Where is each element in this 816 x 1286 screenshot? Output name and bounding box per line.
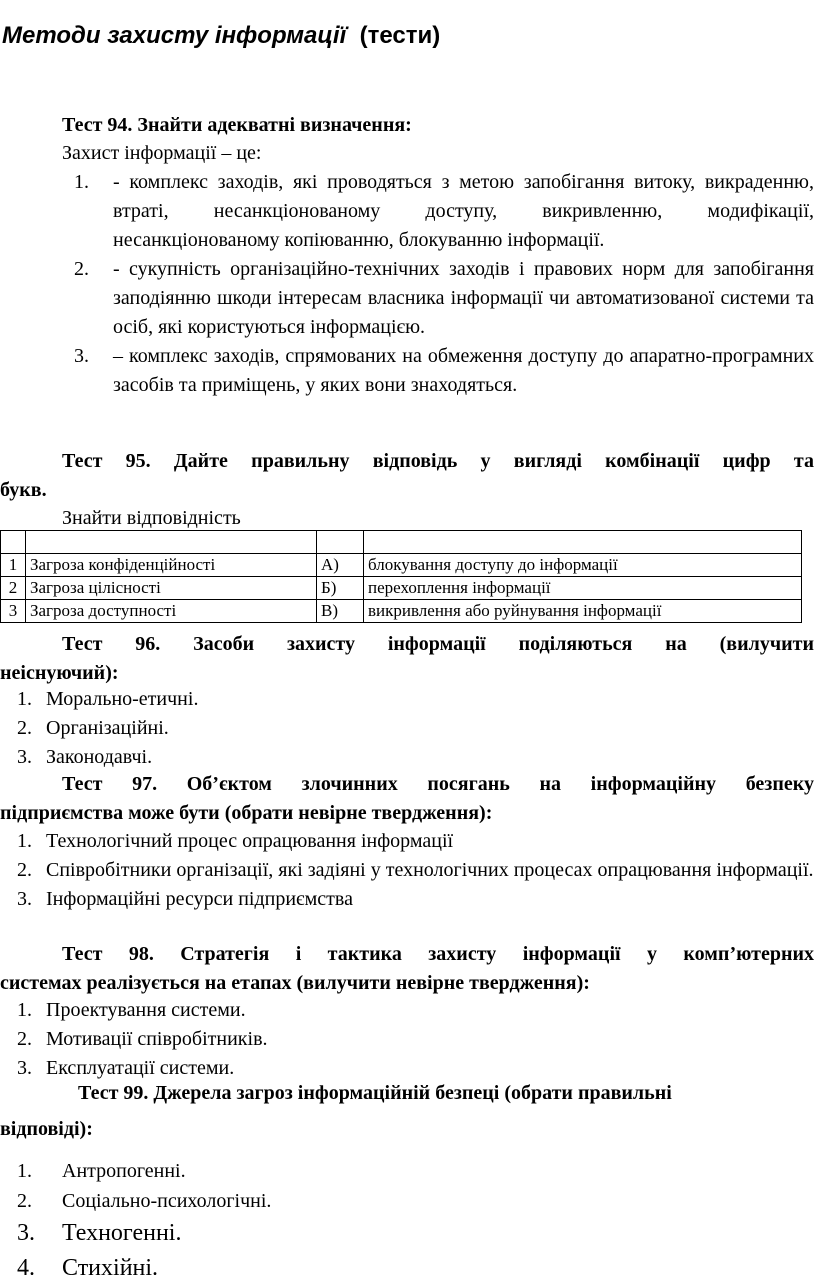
list-item: [0, 1156, 271, 1186]
item-number: 2.: [17, 1028, 32, 1050]
row-number: 3: [1, 600, 26, 623]
test94-heading: Тест 94. Знайти адекватні визначення:: [62, 114, 412, 136]
item-number: 1.: [17, 1160, 32, 1182]
item-number: 3.: [74, 345, 89, 367]
item-text: Техногенні.: [62, 1220, 182, 1246]
item-number: 1.: [74, 171, 89, 193]
effect-cell: викривлення або руйнування інформації: [364, 600, 802, 623]
item-number: 2.: [17, 1190, 32, 1212]
list-item: [0, 1251, 271, 1286]
letter-cell: А): [317, 554, 364, 577]
list-item: [0, 685, 816, 714]
heading-line: підприємства може бути (обрати невірне твердження):: [0, 802, 493, 824]
test94-intro: Захист інформації – це:: [62, 142, 262, 164]
item-number: 1.: [17, 830, 32, 852]
item-text: - комплекс заходів, які проводяться з метою запобігання витоку, викраденню, втраті, несанкціонованому доступу, викривленню, модифікації, несанкціонованому копіюванню, блокуванню інформації.: [113, 171, 814, 251]
test99-heading: [0, 1075, 800, 1147]
page-title: [2, 22, 440, 50]
heading-line: системах реалізується на етапах (вилучити невірне твердження):: [0, 972, 590, 994]
threat-cell: Загроза конфіденційності: [26, 554, 317, 577]
table-row: [1, 554, 802, 577]
test98-options: [0, 996, 816, 1083]
table-header-row: [1, 531, 802, 554]
item-text: Стихійні.: [62, 1255, 159, 1281]
list-item: [0, 168, 816, 255]
list-item: [0, 885, 816, 914]
item-number: 1.: [17, 999, 32, 1021]
item-number: 3.: [17, 746, 32, 768]
list-item: [0, 827, 816, 856]
test94-definitions: [0, 168, 816, 400]
item-text: Співробітники організації, які задіяні у технологічних процесах опрацювання інформації.: [46, 859, 814, 881]
item-number: 1.: [17, 688, 32, 710]
row-number: 2: [1, 577, 26, 600]
test95-heading: [0, 447, 814, 505]
item-number: 3.: [17, 888, 32, 910]
list-item: [0, 342, 816, 400]
heading-line: Тест 98. Стратегія і тактика захисту інформації у комп’ютерних: [62, 943, 814, 965]
heading-line: Тест 96. Засоби захисту інформації поділяються на (вилучити: [62, 633, 814, 655]
test99-options: [0, 1156, 271, 1286]
row-number: 1: [1, 554, 26, 577]
heading-line: Тест 95. Дайте правильну відповідь у вигляді комбінації цифр та: [62, 450, 814, 472]
item-text: Інформаційні ресурси підприємства: [46, 888, 353, 910]
item-text: Організаційні.: [46, 717, 169, 739]
item-text: Антропогенні.: [62, 1160, 186, 1182]
list-item: [0, 1186, 271, 1216]
item-number: 2.: [74, 258, 89, 280]
list-item: [0, 1025, 816, 1054]
table-row: [1, 600, 802, 623]
heading-line: Тест 99. Джерела загроз інформаційній безпеці (обрати правильні: [78, 1082, 672, 1104]
item-number: 2.: [17, 859, 32, 881]
letter-cell: Б): [317, 577, 364, 600]
table-row: [1, 577, 802, 600]
test97-heading: [0, 770, 814, 828]
item-number: 3.: [17, 1057, 32, 1079]
threat-cell: Загроза доступності: [26, 600, 317, 623]
test97-options: [0, 827, 816, 914]
item-text: Соціально-психологічні.: [62, 1190, 272, 1212]
letter-cell: В): [317, 600, 364, 623]
test98-heading: [0, 940, 814, 998]
heading-line: відповіді):: [0, 1118, 93, 1140]
test96-heading: [0, 630, 814, 688]
heading-line: букв.: [0, 479, 47, 501]
item-text: Технологічний процес опрацювання інформації: [46, 830, 454, 852]
test96-options: [0, 685, 816, 772]
heading-line: неіснуючий):: [0, 662, 119, 684]
item-number: 3.: [17, 1220, 35, 1246]
item-text: – комплекс заходів, спрямованих на обмеження доступу до апаратно-програмних засобів та приміщень, у яких вони знаходяться.: [113, 345, 814, 396]
test95-intro: Знайти відповідність: [62, 507, 241, 529]
item-text: Морально-етичні.: [46, 688, 199, 710]
effect-cell: перехоплення інформації: [364, 577, 802, 600]
list-item: [0, 1216, 271, 1251]
threat-cell: Загроза цілісності: [26, 577, 317, 600]
title-main: Методи захисту інформації: [2, 22, 347, 49]
matching-table: [0, 530, 802, 623]
title-suffix: (тести): [359, 22, 441, 49]
list-item: [0, 743, 816, 772]
list-item: [0, 255, 816, 342]
list-item: [0, 856, 816, 885]
list-item: [0, 714, 816, 743]
item-number: 4.: [17, 1255, 35, 1281]
item-text: Проектування системи.: [46, 999, 246, 1021]
item-text: Мотивації співробітників.: [46, 1028, 268, 1050]
list-item: [0, 996, 816, 1025]
item-text: Експлуатації системи.: [46, 1057, 235, 1079]
item-text: - сукупність організаційно-технічних заходів і правових норм для запобігання заподіянню шкоди інтересам власника інформації чи автоматизованої системи та осіб, які користуються інформацією.: [113, 258, 814, 338]
item-text: Законодавчі.: [46, 746, 153, 768]
item-number: 2.: [17, 717, 32, 739]
heading-line: Тест 97. Об’єктом злочинних посягань на інформаційну безпеку: [62, 773, 814, 795]
effect-cell: блокування доступу до інформації: [364, 554, 802, 577]
